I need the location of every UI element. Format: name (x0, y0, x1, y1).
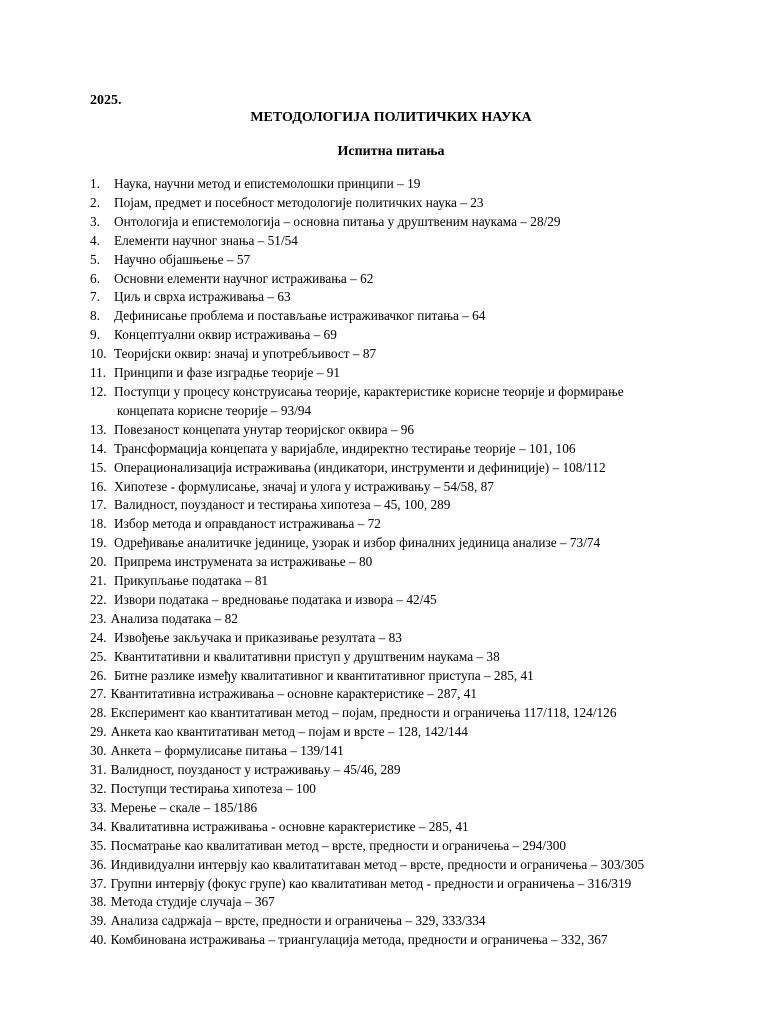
question-text: Квантитативни и квалитативни приступ у друштвеним наукама – 38 (114, 648, 500, 664)
question-item (90, 610, 730, 629)
question-number: 40. (90, 932, 107, 948)
question-item (90, 421, 730, 440)
question-number: 2. (90, 194, 100, 210)
question-item (90, 799, 730, 818)
question-number: 9. (90, 327, 100, 343)
question-item (90, 459, 730, 478)
question-item (90, 629, 730, 648)
question-text: Појам, предмет и посебност методологије политичких наука – 23 (114, 194, 484, 210)
question-item (90, 326, 730, 345)
question-text: Избор метода и оправданост истраживања – 72 (114, 516, 381, 532)
question-number: 25. (90, 648, 107, 664)
question-number: 1. (90, 176, 100, 191)
question-text: Елементи научног знања – 51/54 (114, 232, 298, 248)
question-text: Теоријски оквир: значај и употребљивост – 87 (114, 346, 377, 362)
question-number: 33. (90, 799, 107, 815)
question-item (90, 818, 730, 837)
question-text: Метода студије случаја – 367 (110, 894, 275, 910)
question-text: Концептуални оквир истраживања – 69 (114, 327, 337, 343)
question-number: 11. (90, 365, 107, 381)
question-item (90, 837, 730, 856)
question-number: 34. (90, 818, 107, 834)
question-text: Основни елементи научног истраживања – 62 (114, 270, 374, 286)
question-text: Групни интервју (фокус групе) као квалитативан метод - предности и ограничења – 316/319 (110, 875, 632, 891)
question-text: Анализа података – 82 (110, 610, 238, 626)
document-subtitle: Испитна питања (337, 144, 445, 159)
question-item (90, 648, 730, 667)
question-number: 18. (90, 516, 107, 532)
question-item (90, 213, 730, 232)
question-text: Мерење – скале – 185/186 (110, 799, 258, 815)
question-text: Комбинована истраживања – триангулација метода, предности и ограничења – 332, 367 (110, 932, 608, 948)
question-item (90, 856, 730, 875)
question-text: Анализа садржаја – врсте, предности и ограничења – 329, 333/334 (110, 913, 486, 929)
question-number: 37. (90, 875, 107, 891)
question-number: 30. (90, 743, 107, 759)
question-number: 19. (90, 535, 107, 551)
question-number: 16. (90, 478, 107, 494)
question-item (90, 534, 730, 553)
question-item (90, 893, 730, 912)
question-number: 22. (90, 591, 107, 607)
question-text: Одређивање аналитичке јединице, узорак и избор финалних јединица анализе – 73/74 (114, 535, 601, 551)
question-number: 4. (90, 232, 100, 248)
question-text: Наука, научни метод и епистемолошки принципи – 19 (114, 176, 421, 191)
question-number: 6. (90, 270, 100, 286)
question-number: 32. (90, 781, 107, 796)
document-year: 2025. (90, 93, 122, 108)
question-item (90, 288, 730, 307)
question-item (90, 175, 730, 194)
question-item (90, 270, 730, 289)
question-number: 31. (90, 762, 107, 778)
question-item (90, 875, 730, 894)
question-number: 29. (90, 724, 107, 740)
question-item (90, 704, 730, 723)
question-item (90, 383, 730, 421)
question-item (90, 591, 730, 610)
question-text: Хипотезе - формулисање, значај и улога у истраживању – 54/58, 87 (114, 478, 494, 494)
question-text: Валидност, поузданост и тестирања хипотеза – 45, 100, 289 (114, 497, 451, 513)
document-title: МЕТОДОЛОГИЈА ПОЛИТИЧКИХ НАУКА (250, 110, 532, 125)
question-text: Припрема инструмената за истраживање – 80 (114, 554, 373, 570)
question-text: Поступци тестирања хипотеза – 100 (110, 781, 316, 796)
question-item (90, 251, 730, 270)
question-item (90, 572, 730, 591)
question-item (90, 553, 730, 572)
question-number: 3. (90, 213, 100, 229)
question-text-continuation: концепата корисне теорије – 93/94 (117, 402, 312, 418)
question-number: 23. (90, 610, 107, 626)
question-item (90, 232, 730, 251)
question-item (90, 912, 730, 931)
question-text: Посматрање као квалитативан метод – врсте, предности и ограничења – 294/300 (110, 837, 567, 853)
question-number: 36. (90, 856, 107, 872)
question-item (90, 515, 730, 534)
question-text: Валидност, поузданост у истраживању – 45/46, 289 (110, 762, 401, 778)
question-number: 26. (90, 667, 107, 683)
question-item (90, 478, 730, 497)
question-text: Квантитативна истраживања – основне карактеристике – 287, 41 (110, 686, 478, 702)
exam-questions-list (90, 175, 730, 950)
question-text: Операционализација истраживања (индикатори, инструменти и дефиниције) – 108/112 (114, 459, 606, 475)
question-text: Извори података – вредновање података и извора – 42/45 (114, 591, 437, 607)
question-item (90, 742, 730, 761)
question-number: 7. (90, 289, 100, 305)
question-item (90, 761, 730, 780)
question-text: Анкета – формулисање питања – 139/141 (110, 743, 344, 759)
question-text: Трансформација концепата у варијабле, индиректно тестирање теорије – 101, 106 (114, 440, 576, 456)
question-text: Онтологија и епистемологија – основна питања у друштвеним наукама – 28/29 (114, 213, 561, 229)
question-number: 12. (90, 383, 107, 399)
question-number: 20. (90, 554, 107, 570)
question-number: 13. (90, 421, 107, 437)
question-item (90, 194, 730, 213)
question-item (90, 345, 730, 364)
question-text: Повезаност концепата унутар теоријског оквира – 96 (114, 421, 415, 437)
question-number: 24. (90, 629, 107, 645)
question-number: 5. (90, 251, 100, 267)
question-item (90, 723, 730, 742)
question-number: 27. (90, 686, 107, 702)
question-number: 17. (90, 497, 107, 513)
question-text: Анкета као квантитативан метод – појам и врсте – 128, 142/144 (110, 724, 468, 740)
question-item (90, 440, 730, 459)
question-number: 14. (90, 440, 107, 456)
question-item (90, 307, 730, 326)
question-text: Поступци у процесу конструисања теорије, карактеристике корисне теорије и формирање (114, 383, 624, 399)
question-item (90, 667, 730, 686)
question-item (90, 685, 730, 704)
question-text: Принципи и фазе изградње теорије – 91 (114, 365, 341, 381)
question-text: Експеримент као квантитативан метод – појам, предности и ограничења 117/118, 124/126 (110, 705, 617, 721)
question-number: 10. (90, 346, 107, 362)
question-number: 39. (90, 913, 107, 929)
question-text: Битне разлике између квалитативног и квантитативног приступа – 285, 41 (114, 667, 534, 683)
question-item (90, 780, 730, 799)
question-number: 15. (90, 459, 107, 475)
question-text: Извођење закључака и приказивање резултата – 83 (114, 629, 402, 645)
question-item (90, 931, 730, 950)
question-number: 35. (90, 837, 107, 853)
question-number: 8. (90, 308, 100, 324)
question-text: Индивидуални интервју као квалитатитаван метод – врсте, предности и ограничења – 303/305 (110, 856, 645, 872)
question-number: 28. (90, 705, 107, 721)
question-text: Циљ и сврха истраживања – 63 (114, 289, 291, 305)
question-number: 21. (90, 573, 107, 589)
question-text: Прикупљање података – 81 (114, 573, 269, 589)
question-item (90, 496, 730, 515)
question-text: Дефинисање проблема и постављање истраживачког питања – 64 (114, 308, 486, 324)
question-item (90, 364, 730, 383)
question-text: Научно објашњење – 57 (114, 251, 251, 267)
question-number: 38. (90, 894, 107, 910)
question-text: Квалитативна истраживања - основне карактеристике – 285, 41 (110, 818, 469, 834)
